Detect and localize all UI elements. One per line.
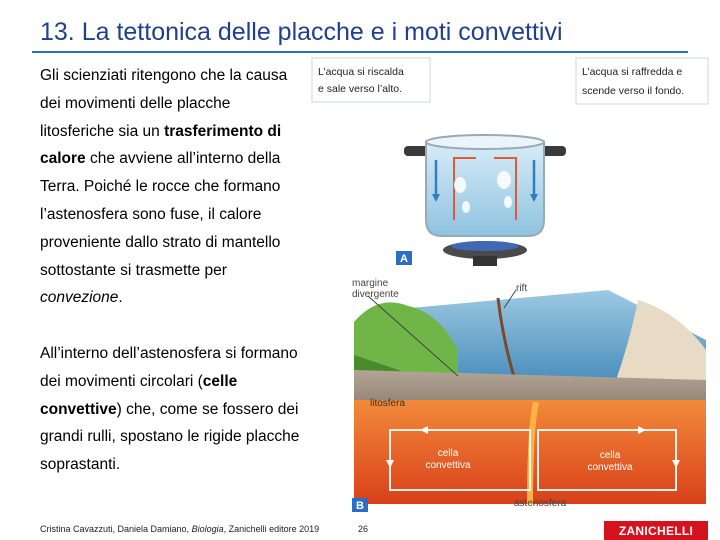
label-margine: margine [352,278,389,289]
paragraph-2 [40,340,308,479]
paragraph-gap [40,312,308,340]
p2-bold-convective-cells: celle convettive [40,372,238,418]
label-cell-right-2: convettiva [587,462,633,473]
footer-authors: Cristina Cavazzuti, Daniela Damiano, [40,524,192,534]
p1-bold-heat-transfer: trasferimento di calore [40,122,282,168]
p1-italic-convection: convezione [40,289,119,307]
body-text [40,62,308,479]
slide-title: 13. La tettonica delle placche e i moti convettivi [40,18,563,46]
label-heat-rise-line-1: L’acqua si riscalda [318,66,404,78]
paragraph-1 [40,62,308,312]
label-cell-right-1: cella [599,450,621,461]
footer-credit [40,524,319,534]
boiling-pot-illustration [404,135,566,266]
label-cool-sink-line-2: scende verso il fondo. [582,85,685,97]
p1-text-2: che avviene all’interno della Terra. Poiché le rocce che formano l’astenosfera sono fuse, il calore proveniente dallo strato di mantello sottostante si trasmette per [40,150,281,279]
plate-tectonics-illustration [354,290,706,504]
footer-publisher: , Zanichelli editore 2019 [223,524,320,534]
footer-book-title: Biologia [191,524,224,534]
label-rift: rift [516,283,528,294]
panel-b-badge [352,498,368,512]
label-astenosfera: astenosfera [513,498,567,509]
label-cool-sink [576,58,708,104]
p1-text-1: Gli scienziati ritengono che la causa dei movimenti delle placche litosferiche sia un [40,67,288,140]
zanichelli-logo: ZANICHELLI [604,521,708,540]
label-divergente: divergente [352,289,399,300]
label-cell-left-2: convettiva [425,460,471,471]
p2-text-1: All’interno dell’astenosfera si formano dei movimenti circolari ( [40,344,298,390]
p2-text-2: ) che, come se fossero dei grandi rulli, spostano le rigide placche soprastanti. [40,400,300,474]
panel-a-badge [396,251,412,265]
label-litosfera: litosfera [370,398,406,409]
label-heat-rise [312,58,430,102]
panel-a-label: A [400,253,408,265]
label-cell-left-1: cella [437,448,459,459]
p1-text-3: . [118,289,123,307]
convection-figure [308,50,720,518]
label-heat-rise-line-2: e sale verso l’alto. [318,83,403,95]
label-cool-sink-line-1: L’acqua si raffredda e [582,66,683,78]
page-number: 26 [358,524,369,534]
panel-b-label: B [356,500,364,512]
